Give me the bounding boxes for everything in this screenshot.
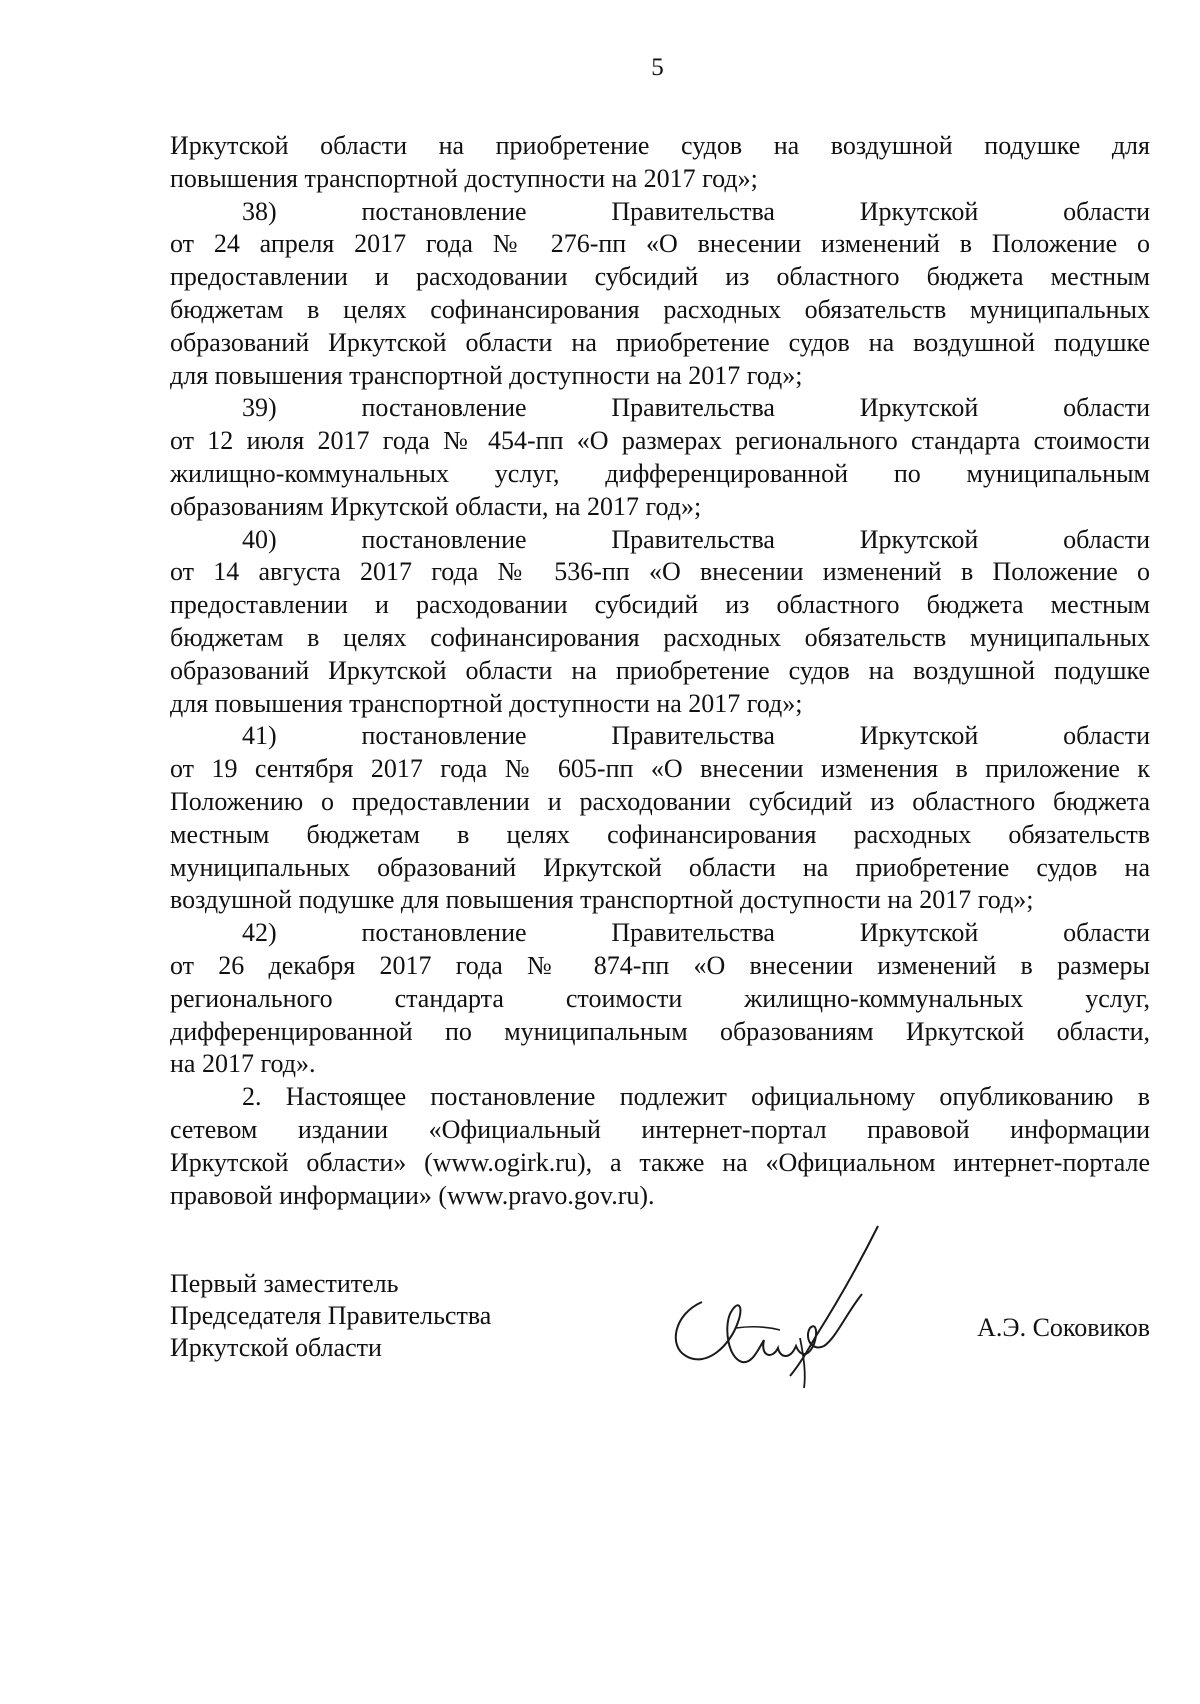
text-line: Иркутской области на приобретение судов на воздушной подушке для [170, 131, 1150, 160]
text-line: 38) постановление Правительства Иркутской области [242, 196, 1150, 226]
handwritten-signature-icon [640, 1218, 910, 1398]
text-line: местным бюджетам в целях софинансирования расходных обязательств [170, 819, 1150, 849]
list-item-39 [170, 392, 1150, 523]
text-line: от 24 апреля 2017 года № 276-пп «О внесении изменений в Положение о [170, 229, 1150, 259]
text-line: муниципальных образований Иркутской области на приобретение судов на [170, 852, 1150, 882]
text-line: от 26 декабря 2017 года № 874-пп «О внесении изменений в размеры [170, 950, 1150, 980]
text-line: 40) постановление Правительства Иркутской области [242, 524, 1150, 554]
list-item-42 [170, 917, 1150, 1081]
list-item-41 [170, 720, 1150, 917]
text-line: для повышения транспортной доступности на 2017 год»; [170, 688, 803, 718]
text-line: предоставлении и расходовании субсидий из областного бюджета местным [170, 262, 1150, 292]
text-line: повышения транспортной доступности на 2017 год»; [170, 163, 758, 193]
text-line: 42) постановление Правительства Иркутской области [242, 918, 1150, 948]
text-line: на 2017 год». [170, 1049, 316, 1079]
text-line: для повышения транспортной доступности на 2017 год»; [170, 360, 803, 390]
signer-title-line: Первый заместитель [170, 1269, 399, 1298]
text-line: 39) постановление Правительства Иркутской области [242, 393, 1150, 423]
text-line: регионального стандарта стоимости жилищно-коммунальных услуг, [170, 983, 1150, 1013]
text-line: от 12 июля 2017 года № 454-пп «О размерах регионального стандарта стоимости [170, 426, 1150, 456]
text-line: от 19 сентября 2017 года № 605-пп «О внесении изменения в приложение к [170, 754, 1150, 784]
document-body [170, 130, 1150, 1212]
text-line: дифференцированной по муниципальным образованиям Иркутской области, [170, 1016, 1150, 1046]
signer-title-line: Иркутской области [170, 1333, 382, 1362]
list-item-38 [170, 196, 1150, 393]
page-number: 5 [651, 54, 664, 81]
text-line: образований Иркутской области на приобретение судов на воздушной подушке [170, 327, 1150, 357]
signer-title [170, 1268, 491, 1364]
text-line: бюджетам в целях софинансирования расходных обязательств муниципальных [170, 622, 1150, 652]
text-line: 2. Настоящее постановление подлежит официальному опубликованию в [242, 1082, 1150, 1112]
text-line: сетевом издании «Официальный интернет-портал правовой информации [170, 1114, 1150, 1144]
text-line: предоставлении и расходовании субсидий из областного бюджета местным [170, 590, 1150, 620]
text-line: воздушной подушке для повышения транспортной доступности на 2017 год»; [170, 885, 1034, 915]
signer-title-line: Председателя Правительства [170, 1301, 492, 1330]
text-line: правовой информации» (www.pravo.gov.ru). [170, 1180, 655, 1210]
text-line: жилищно-коммунальных услуг, дифференцированной по муниципальным [170, 458, 1150, 488]
text-line: образований Иркутской области на приобретение судов на воздушной подушке [170, 655, 1150, 685]
text-line: Иркутской области» (www.ogirk.ru), а также на «Официальном интернет-портале [170, 1147, 1150, 1177]
text-line: образованиям Иркутской области, на 2017 год»; [170, 491, 702, 521]
paragraph-continuation [170, 130, 1150, 196]
signature-block [170, 1268, 1150, 1408]
text-line: от 14 августа 2017 года № 536-пп «О внесении изменений в Положение о [170, 557, 1150, 587]
text-line: 41) постановление Правительства Иркутской области [242, 721, 1150, 751]
text-line: Положению о предоставлении и расходовании субсидий из областного бюджета [170, 786, 1150, 816]
text-line: бюджетам в целях софинансирования расходных обязательств муниципальных [170, 294, 1150, 324]
clause-2 [170, 1081, 1150, 1212]
signer-name: А.Э. Соковиков [977, 1313, 1150, 1342]
list-item-40 [170, 524, 1150, 721]
